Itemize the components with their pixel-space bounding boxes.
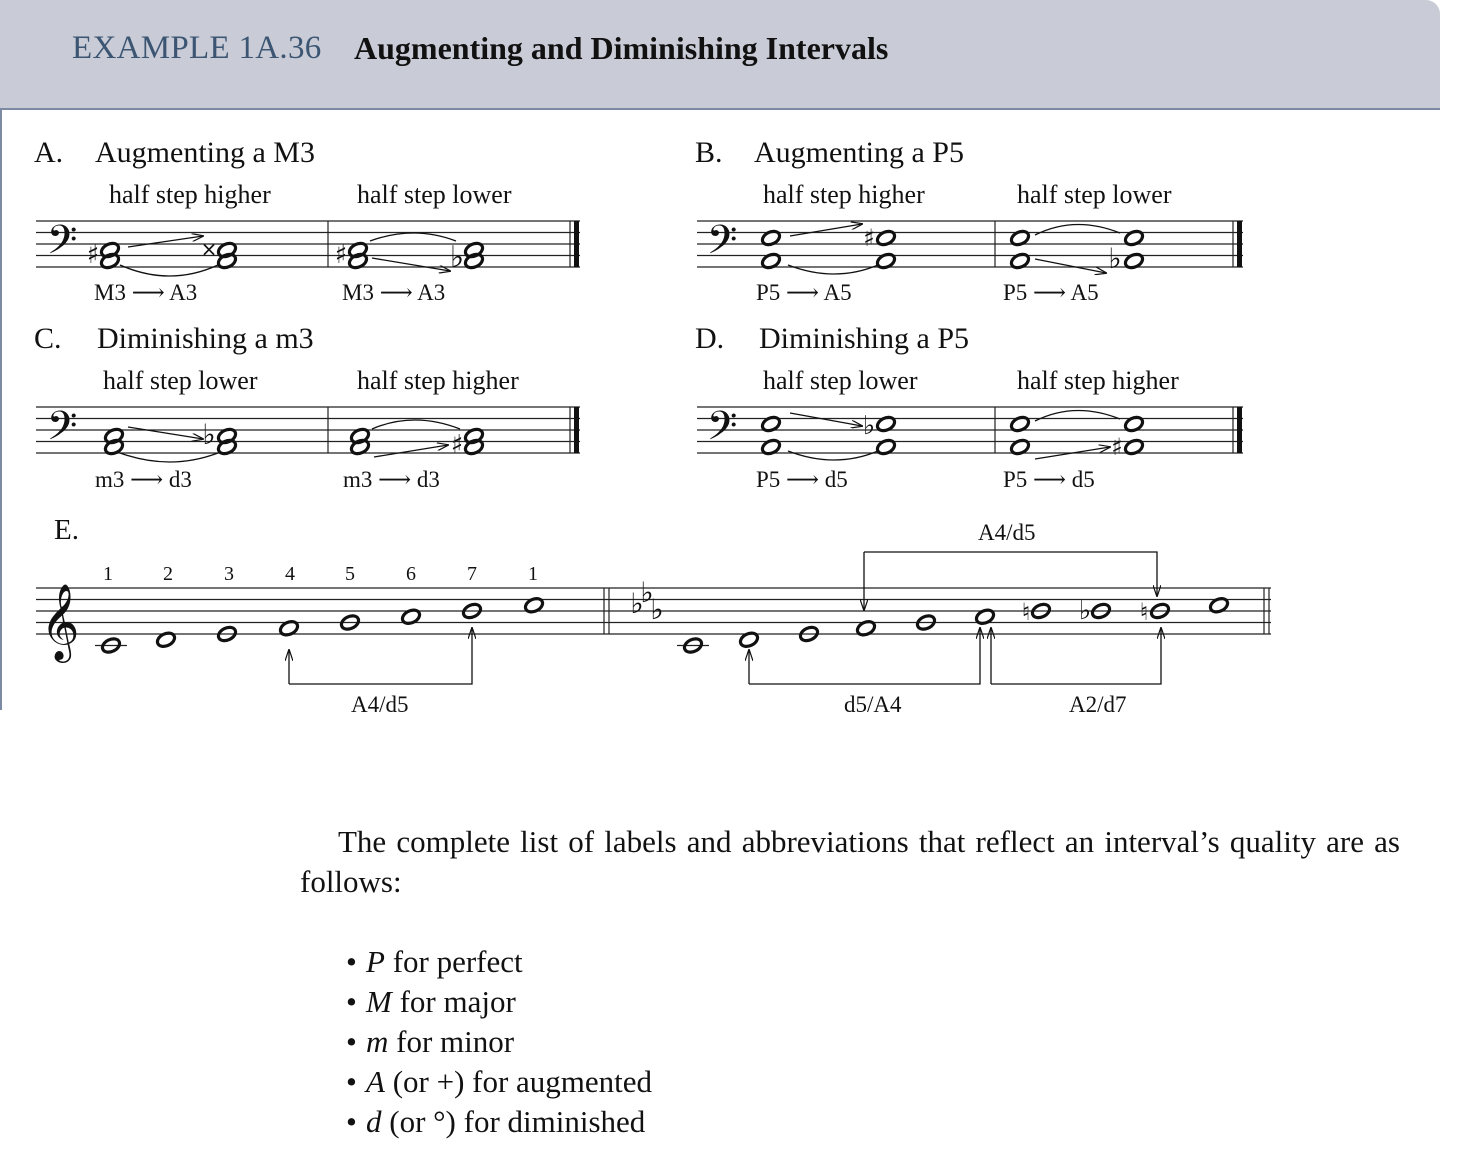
double-sharp-icon: × <box>200 237 218 261</box>
sharp-icon: ♯ <box>863 224 875 252</box>
flat-icon: ♭ <box>449 240 465 275</box>
bracket-arrow <box>289 628 472 684</box>
minor-bracket-label-d5-a4: d5/A4 <box>844 692 902 717</box>
section-a-letter: A. <box>34 136 64 169</box>
whole-note <box>278 619 299 637</box>
minor-top-bracket-label: A4/d5 <box>978 520 1036 545</box>
whole-note <box>974 608 995 626</box>
quality-text: for perfect <box>384 944 523 979</box>
section-c-right-heading: half step higher <box>357 366 519 395</box>
section-a-left-label: M3 ⟶ A3 <box>94 280 198 305</box>
whole-note <box>400 608 421 626</box>
example-label: EXAMPLE 1A.36 <box>72 30 322 66</box>
scale-degree: 3 <box>224 563 234 585</box>
quality-list <box>346 942 652 1142</box>
arrow <box>790 413 862 426</box>
sharp-icon: ♯ <box>1111 433 1123 461</box>
section-e-letter: E. <box>54 514 79 546</box>
tie-arc <box>370 233 456 241</box>
section-b-letter: B. <box>695 136 723 169</box>
section-b-title: Augmenting a P5 <box>754 136 964 169</box>
natural-icon: ♮ <box>1139 598 1149 626</box>
section-a-left-heading: half step higher <box>109 180 271 209</box>
tie-arc <box>788 265 878 274</box>
scale-degree: 7 <box>467 563 477 585</box>
flat-icon: ♭ <box>202 418 216 451</box>
bullet-glyph: • <box>346 1064 357 1099</box>
scale-degree: 2 <box>163 563 173 585</box>
list-item <box>346 942 652 982</box>
bullet-glyph: • <box>346 984 357 1019</box>
whole-note <box>1208 596 1229 614</box>
whole-note <box>523 596 544 614</box>
tie-arc <box>788 451 878 460</box>
key-flat-icon: ♭ <box>640 576 654 609</box>
section-c-left-heading: half step lower <box>103 366 258 395</box>
bracket-arrow <box>991 628 1161 684</box>
example-title: Augmenting and Diminishing Intervals <box>354 30 889 66</box>
whole-note <box>155 631 176 649</box>
tie-arc <box>372 420 460 429</box>
section-d-right-heading: half step higher <box>1017 366 1179 395</box>
tie-arc <box>1035 224 1120 235</box>
arrow <box>128 236 203 247</box>
tie-arc <box>120 453 218 462</box>
quality-symbol: P <box>366 944 385 979</box>
scale-degree: 5 <box>345 563 355 585</box>
section-d-left-heading: half step lower <box>763 366 918 395</box>
sharp-icon: ♯ <box>86 240 100 270</box>
scale-degree: 4 <box>285 563 295 585</box>
arrow <box>128 427 203 439</box>
sharp-icon: ♯ <box>450 430 464 460</box>
bracket-arrow <box>864 552 1157 596</box>
tie-arc <box>1035 410 1120 421</box>
flat-icon: ♭ <box>1078 596 1092 626</box>
scale-degree: 6 <box>406 563 416 585</box>
arrow <box>374 445 448 457</box>
treble-clef-icon: 𝄞 <box>40 583 80 660</box>
arrow <box>372 258 450 271</box>
bass-clef-icon: 𝄢 <box>46 403 78 459</box>
key-flat-icon: ♭ <box>630 587 644 620</box>
section-a-title: Augmenting a M3 <box>95 136 315 169</box>
whole-note <box>855 619 876 637</box>
bullet-glyph: • <box>346 1024 357 1059</box>
section-a-right-label: M3 ⟶ A3 <box>342 280 446 305</box>
section-c-right-label: m3 ⟶ d3 <box>343 467 440 492</box>
quality-text: for minor <box>388 1024 515 1059</box>
section-a-right-heading: half step lower <box>357 180 512 209</box>
section-d-left-label: P5 ⟶ d5 <box>756 467 848 492</box>
flat-icon: ♭ <box>862 411 876 441</box>
quality-text: (or °) for diminished <box>381 1104 646 1139</box>
quality-text: (or +) for augmented <box>384 1064 653 1099</box>
scale-degree: 1 <box>103 563 113 585</box>
quality-symbol: A <box>366 1064 385 1099</box>
flat-icon: ♭ <box>1108 242 1122 275</box>
bass-clef-icon: 𝄢 <box>706 217 738 273</box>
key-flat-icon: ♭ <box>650 593 664 626</box>
bass-clef-icon: 𝄢 <box>46 217 78 273</box>
arrow <box>790 224 862 236</box>
major-bracket-label: A4/d5 <box>351 692 409 717</box>
minor-bracket-label-a2-d7: A2/d7 <box>1069 692 1127 717</box>
scale-degree: 1 <box>528 563 538 585</box>
sharp-icon: ♯ <box>334 240 348 270</box>
bass-clef-icon: 𝄢 <box>706 403 738 459</box>
body-paragraph-text: The complete list of labels and abbreviations that reflect an interval’s quality are as follows: <box>300 824 1400 899</box>
final-barline-thick <box>574 407 579 453</box>
section-c-letter: C. <box>34 322 62 355</box>
section-b-right-label: P5 ⟶ A5 <box>1003 280 1099 305</box>
list-item <box>346 982 652 1022</box>
final-barline-thick <box>1237 407 1242 453</box>
list-item <box>346 1102 652 1142</box>
section-d-right-label: P5 ⟶ d5 <box>1003 467 1095 492</box>
quality-text: for major <box>391 984 516 1019</box>
section-b-left-heading: half step higher <box>763 180 925 209</box>
section-c-left-label: m3 ⟶ d3 <box>95 467 192 492</box>
quality-symbol: m <box>366 1024 389 1059</box>
section-b-right-heading: half step lower <box>1017 180 1172 209</box>
list-item <box>346 1062 652 1102</box>
section-b-left-label: P5 ⟶ A5 <box>756 280 852 305</box>
natural-icon: ♮ <box>1021 598 1031 626</box>
section-d-letter: D. <box>695 322 725 355</box>
final-barline-thick <box>1237 221 1242 267</box>
whole-note <box>738 631 759 649</box>
list-item <box>346 1022 652 1062</box>
arrow <box>1035 259 1106 273</box>
section-d-title: Diminishing a P5 <box>759 322 970 355</box>
bullet-glyph: • <box>346 944 357 979</box>
bullet-glyph: • <box>346 1104 357 1139</box>
body-paragraph <box>300 822 1400 902</box>
quality-symbol: M <box>366 984 392 1019</box>
quality-symbol: d <box>366 1104 382 1139</box>
final-barline-thick <box>574 221 579 267</box>
section-c-title: Diminishing a m3 <box>97 322 314 355</box>
